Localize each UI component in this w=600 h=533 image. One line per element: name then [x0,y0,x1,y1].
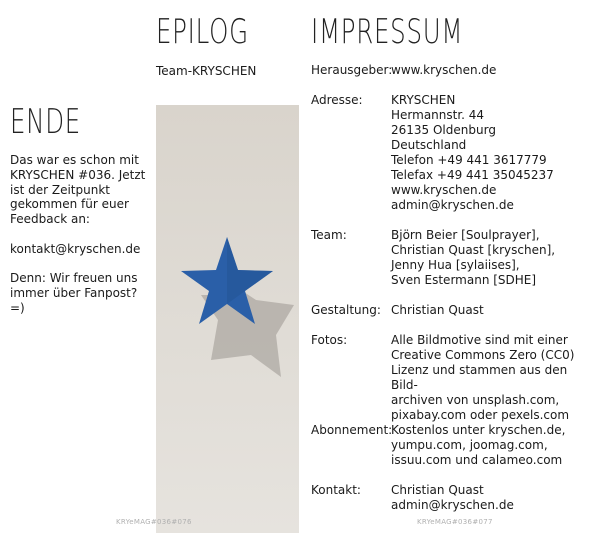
abonnement-line: yumpu.com, joomag.com, [391,438,548,452]
adresse-telefax: Telefax +49 441 35045237 [391,168,554,182]
footer-page-right: KRYeMAG#036#077 [417,518,493,526]
kontakt-name: Christian Quast [391,483,484,497]
herausgeber-value[interactable]: www.kryschen.de [391,63,497,77]
gestaltung-label: Gestaltung: [311,303,381,317]
epilog-heading: EPILOG [156,12,249,52]
team-member: Jenny Hua [sylaiises], [391,258,520,272]
adresse-website-link[interactable]: www.kryschen.de [391,183,497,197]
abonnement-line: issuu.com und calameo.com [391,453,563,467]
star-photo [156,105,299,533]
adresse-line: Deutschland [391,138,467,152]
ende-paragraph-1: Das war es schon mit KRYSCHEN #036. Jetzt ist der Zeitpunkt gekommen für euer Feedback an: [10,153,146,227]
adresse-email-link[interactable]: admin@kryschen.de [391,198,514,212]
ende-paragraph-2: Denn: Wir freuen uns immer über Fanpost? =) [10,271,138,315]
team-label: Team: [311,228,347,242]
abonnement-line: Kostenlos unter kryschen.de, [391,423,566,437]
team-member: Sven Estermann [SDHE] [391,273,537,287]
abonnement-label: Abonnement: [311,423,393,437]
adresse-line: 26135 Oldenburg [391,123,496,137]
ende-heading: ENDE [10,102,81,142]
team-member: Björn Beier [Soulprayer], [391,228,540,242]
footer-page-left: KRYeMAG#036#076 [116,518,192,526]
ende-text [10,153,150,331]
adresse-label: Adresse: [311,93,363,107]
gestaltung-value: Christian Quast [391,303,484,317]
adresse-line: Hermannstr. 44 [391,108,485,122]
fotos-label: Fotos: [311,333,348,347]
impressum-heading: IMPRESSUM [311,12,464,52]
fotos-line: pixabay.com oder pexels.com [391,408,570,422]
adresse-line: KRYSCHEN [391,93,456,107]
herausgeber-label: Herausgeber: [311,63,393,77]
team-member: Christian Quast [kryschen], [391,243,556,257]
fotos-line: archiven von unsplash.com, [391,393,560,407]
blue-star-image [156,105,299,533]
fotos-line: Alle Bildmotive sind mit einer [391,333,568,347]
adresse-telefon: Telefon +49 441 3617779 [391,153,547,167]
fotos-line: Creative Commons Zero (CC0) [391,348,575,362]
kontakt-label: Kontakt: [311,483,361,497]
fotos-line: Lizenz und stammen aus den Bild- [391,363,568,392]
team-caption: Team-KRYSCHEN [156,64,257,78]
ende-email-link[interactable]: kontakt@kryschen.de [10,241,141,256]
kontakt-email-link[interactable]: admin@kryschen.de [391,498,514,512]
